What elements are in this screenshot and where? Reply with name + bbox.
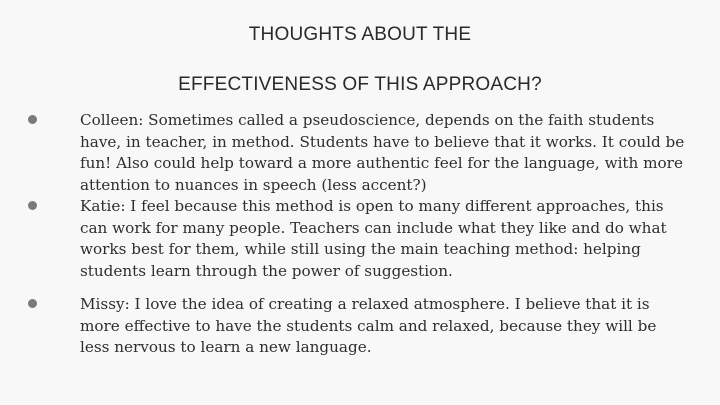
bullet-dot-icon <box>28 201 37 210</box>
bullet-dot-icon <box>28 115 37 124</box>
slide-title-line-1: THOUGHTS ABOUT THE <box>248 24 472 45</box>
bullet-dot-icon <box>28 299 37 308</box>
slide-title-line-2: EFFECTIVENESS OF THIS APPROACH? <box>178 74 542 95</box>
bullet-item-missy <box>28 294 688 359</box>
bullet-item-colleen <box>28 110 688 196</box>
bullet-text: Colleen: Sometimes called a pseudoscience, depends on the faith students have, in teacher, in method. Students have to believe that it works. It could be fun! Also could help toward a more authentic feel for the language, with more attention to nuances in speech (less accent?) <box>80 111 685 194</box>
bullet-list <box>28 110 688 359</box>
bullet-text: Missy: I love the idea of creating a relaxed atmosphere. I believe that it is more effective to have the students calm and relaxed, because they will be less nervous to learn a new language. <box>80 295 657 356</box>
bullet-text: Katie: I feel because this method is open to many different approaches, this can work for many people. Teachers can include what they like and do what works best for them, while still using the main teaching method: helping students learn through the power of suggestion. <box>80 197 667 280</box>
bullet-item-katie <box>28 196 688 282</box>
